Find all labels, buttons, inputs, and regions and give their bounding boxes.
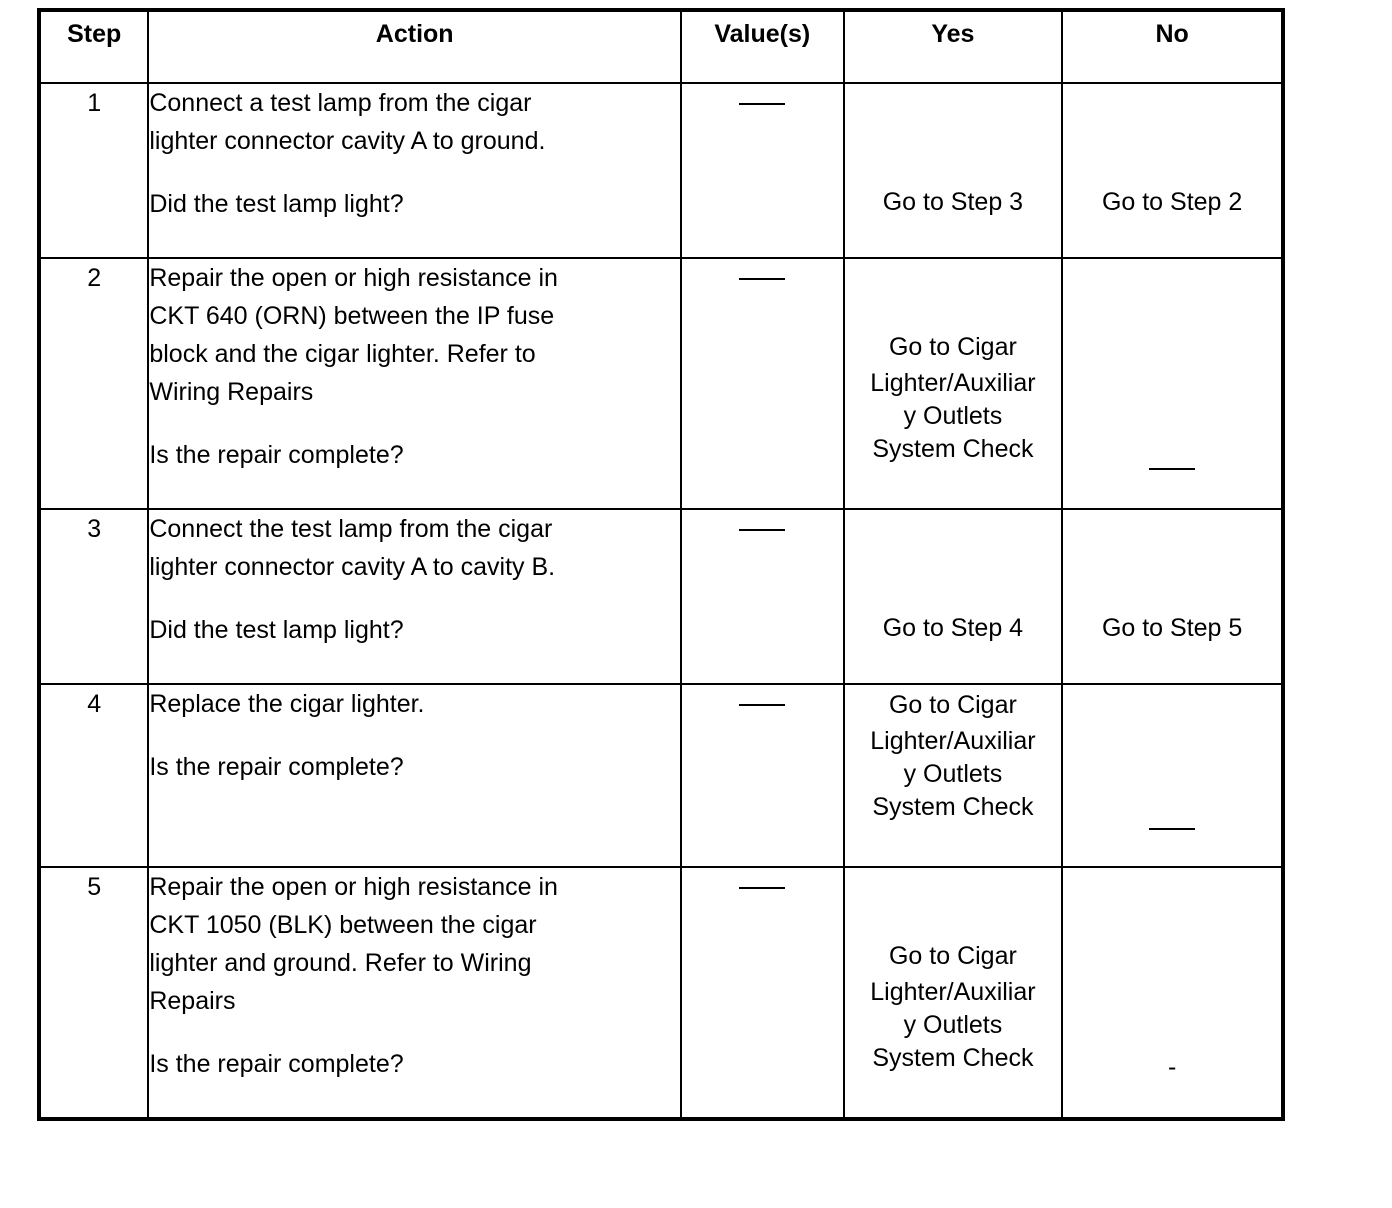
value-blank — [739, 703, 785, 706]
no-cell — [1062, 83, 1283, 258]
action-cell — [148, 83, 681, 258]
value-blank — [739, 277, 785, 280]
yes-result — [845, 938, 1062, 1076]
yes-line: y Outlets — [903, 1011, 1003, 1039]
yes-line: y Outlets — [903, 402, 1003, 430]
no-blank — [1149, 467, 1195, 470]
action-line: Repair the open or high resistance in — [149, 873, 558, 901]
yes-line: System Check — [872, 435, 1034, 463]
no-cell — [1062, 258, 1283, 509]
header-values: Value(s) — [681, 10, 844, 83]
yes-cell — [844, 867, 1063, 1119]
value-cell — [681, 867, 844, 1119]
action-line: CKT 1050 (BLK) between the cigar — [149, 911, 537, 939]
yes-line: Go to Cigar — [888, 333, 1017, 361]
no-cell — [1062, 509, 1283, 684]
yes-line: Lighter/Auxiliar — [870, 727, 1036, 755]
yes-line: Go to Cigar — [888, 691, 1017, 719]
yes-line: Lighter/Auxiliar — [870, 369, 1036, 397]
no-blank — [1149, 827, 1195, 830]
no-cell — [1062, 684, 1283, 867]
action-line: lighter connector cavity A to ground. — [149, 127, 546, 155]
yes-line: Go to Cigar — [888, 942, 1017, 970]
diagnostic-table — [37, 8, 1285, 1121]
no-cell — [1062, 867, 1283, 1119]
action-question: Is the repair complete? — [149, 441, 404, 469]
action-line: lighter and ground. Refer to Wiring — [149, 949, 532, 977]
action-line: Wiring Repairs — [149, 378, 314, 406]
value-cell — [681, 83, 844, 258]
yes-result: Go to Step 3 — [882, 188, 1024, 216]
action-line: Repairs — [149, 987, 236, 1015]
action-line: Connect a test lamp from the cigar — [149, 89, 532, 117]
action-question: Is the repair complete? — [149, 1050, 404, 1078]
action-question: Is the repair complete? — [149, 753, 404, 781]
action-line: Connect the test lamp from the cigar — [149, 515, 553, 543]
value-cell — [681, 509, 844, 684]
yes-cell — [844, 258, 1063, 509]
header-action: Action — [148, 10, 681, 83]
yes-result: Go to Step 4 — [882, 614, 1024, 642]
value-cell — [681, 258, 844, 509]
yes-cell — [844, 684, 1063, 867]
table-row — [39, 684, 1283, 867]
value-blank — [739, 886, 785, 889]
yes-line: System Check — [872, 793, 1034, 821]
yes-line: System Check — [872, 1044, 1034, 1072]
action-cell — [148, 684, 681, 867]
value-cell — [681, 684, 844, 867]
header-yes: Yes — [844, 10, 1063, 83]
step-number: 4 — [39, 684, 148, 867]
action-line: Replace the cigar lighter. — [149, 690, 425, 718]
table-row — [39, 867, 1283, 1119]
step-number: 5 — [39, 867, 148, 1119]
action-cell — [148, 509, 681, 684]
yes-cell — [844, 509, 1063, 684]
step-number: 3 — [39, 509, 148, 684]
value-blank — [739, 102, 785, 105]
action-line: Repair the open or high resistance in — [149, 264, 558, 292]
yes-result — [845, 687, 1062, 825]
yes-cell — [844, 83, 1063, 258]
action-line: lighter connector cavity A to cavity B. — [149, 553, 556, 581]
action-line: CKT 640 (ORN) between the IP fuse — [149, 302, 555, 330]
no-result: Go to Step 5 — [1101, 614, 1243, 642]
step-number: 1 — [39, 83, 148, 258]
action-cell — [148, 867, 681, 1119]
action-question: Did the test lamp light? — [149, 190, 404, 218]
yes-line: Lighter/Auxiliar — [870, 978, 1036, 1006]
action-line: block and the cigar lighter. Refer to — [149, 340, 536, 368]
no-result: Go to Step 2 — [1101, 188, 1243, 216]
yes-result — [845, 329, 1062, 467]
action-cell — [148, 258, 681, 509]
table-row — [39, 83, 1283, 258]
yes-line: y Outlets — [903, 760, 1003, 788]
header-step: Step — [39, 10, 148, 83]
step-number: 2 — [39, 258, 148, 509]
action-question: Did the test lamp light? — [149, 616, 404, 644]
table-row — [39, 509, 1283, 684]
value-blank — [739, 528, 785, 531]
table-row — [39, 258, 1283, 509]
no-result: - — [1167, 1053, 1177, 1081]
header-row — [39, 10, 1283, 83]
header-no: No — [1062, 10, 1283, 83]
